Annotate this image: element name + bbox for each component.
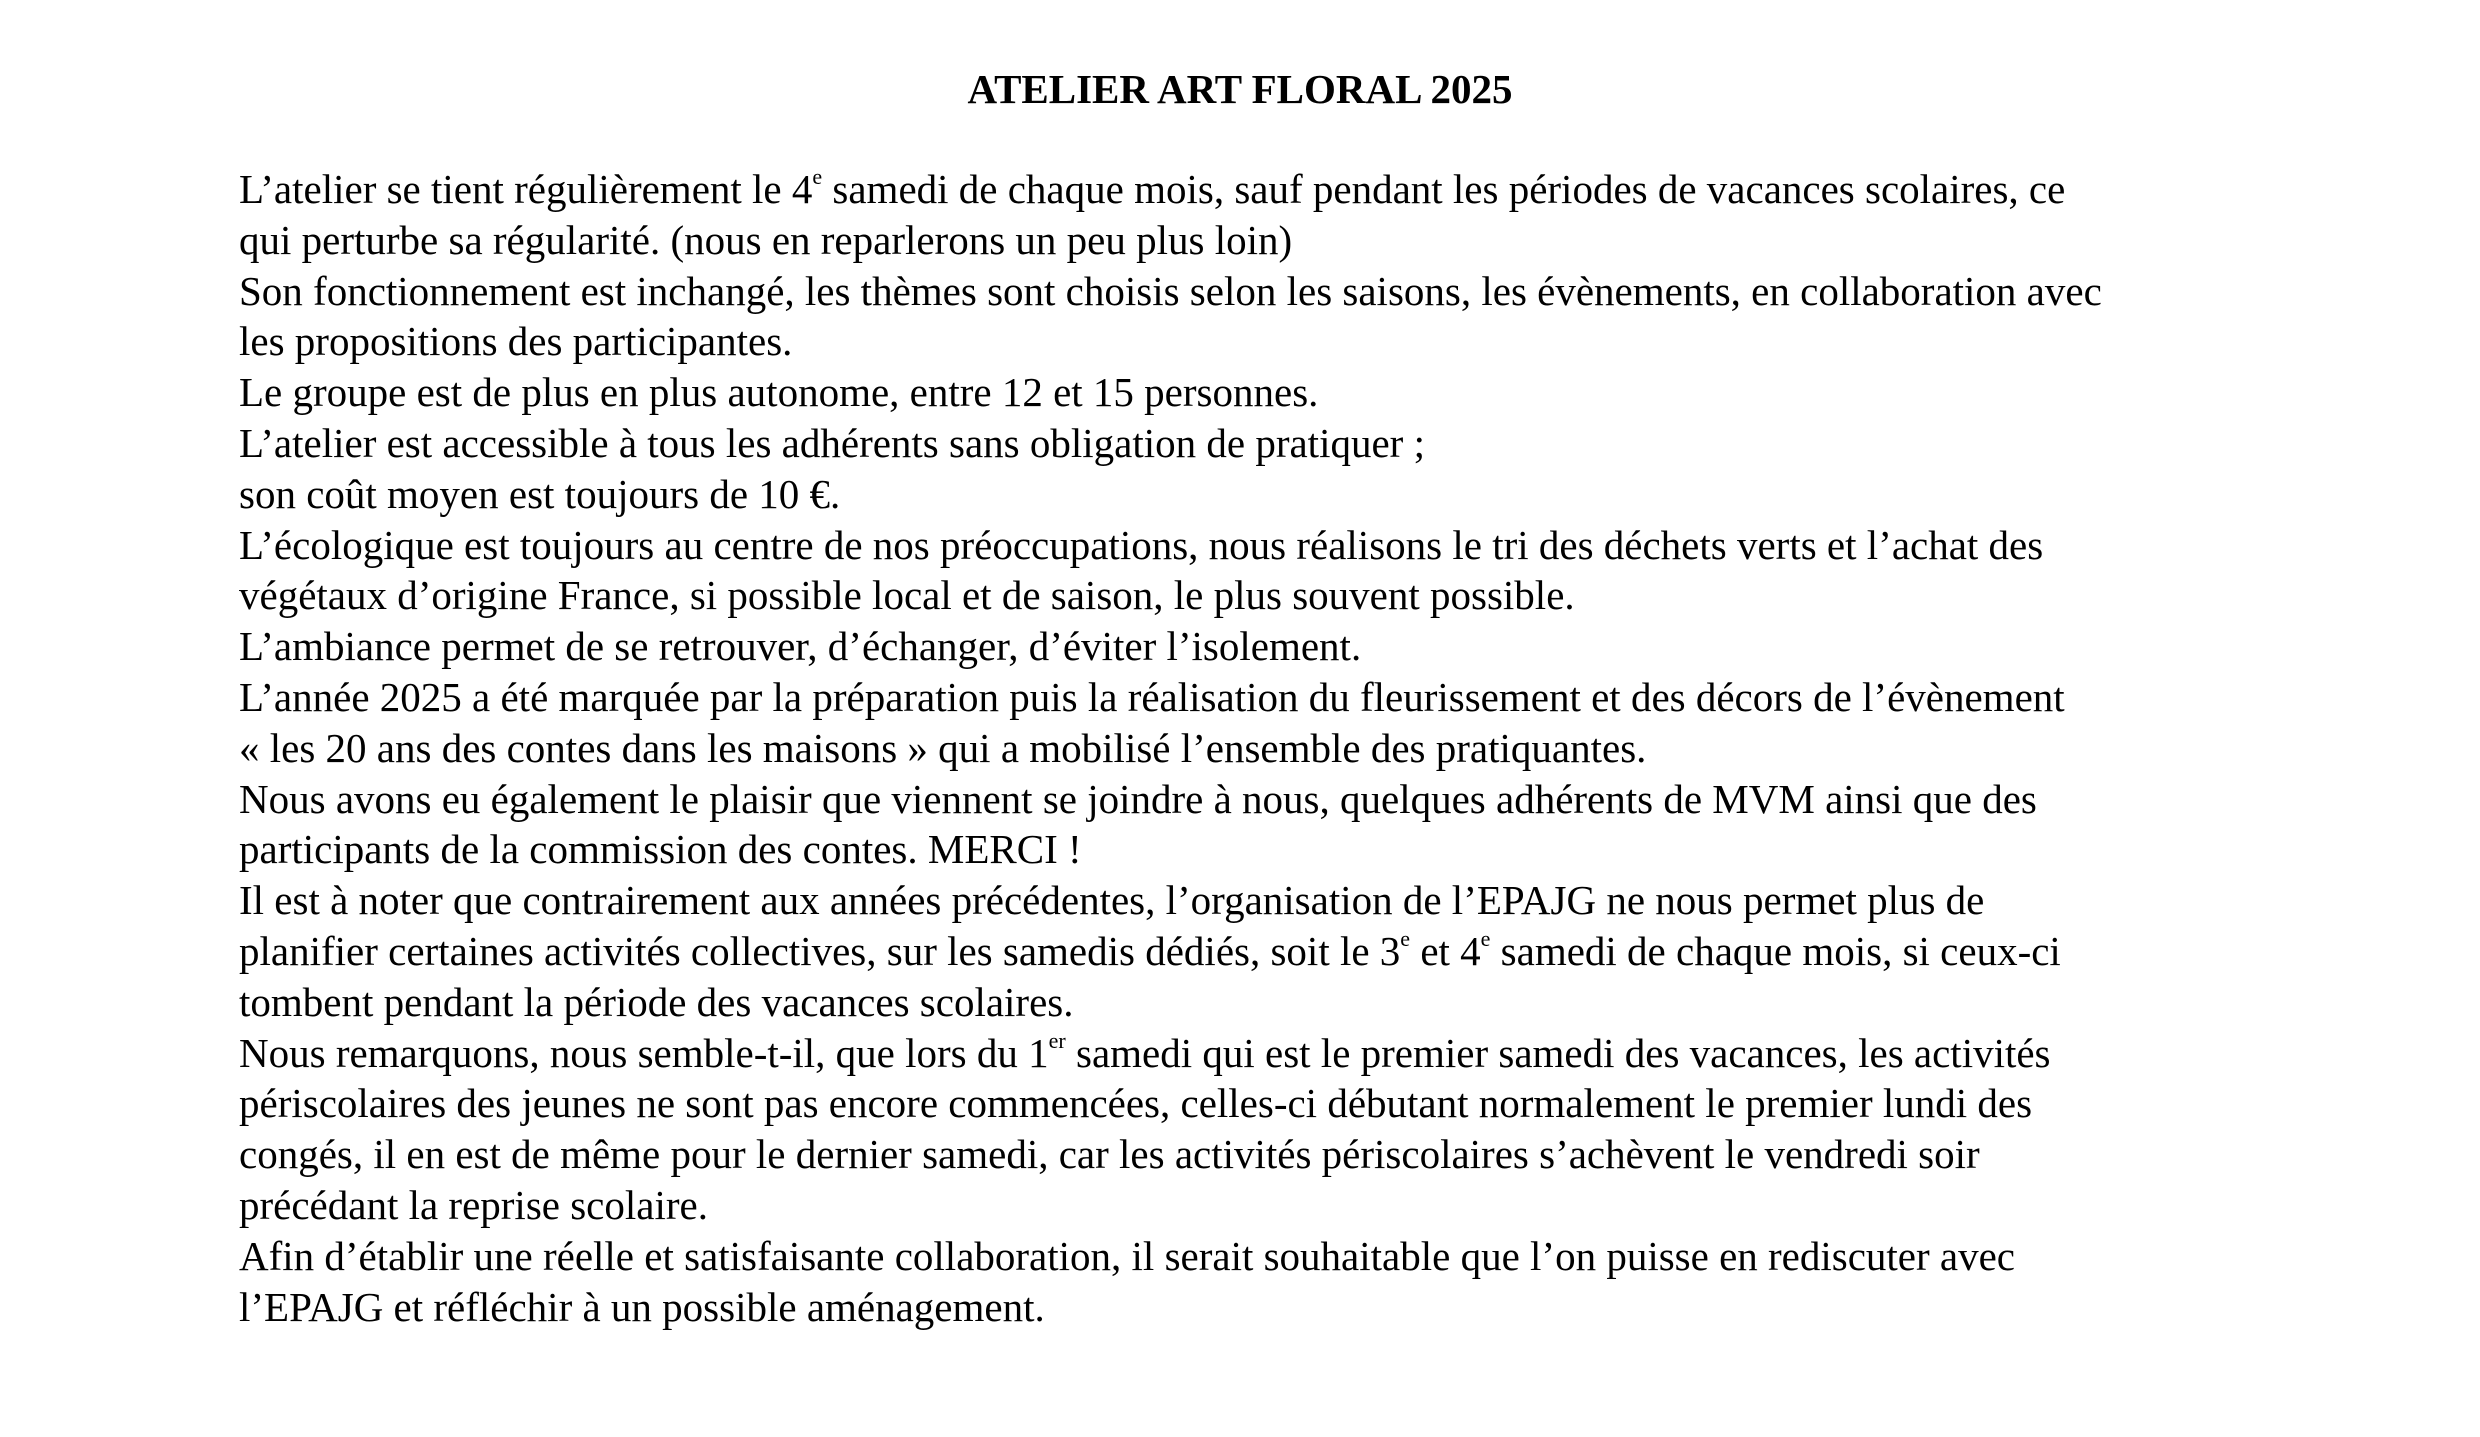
text-line: L’écologique est toujours au centre de nos préoccupations, nous réalisons le tri des déchets verts et l’achat des	[239, 521, 2044, 568]
text-segment: L’atelier se tient régulièrement le 4	[239, 166, 813, 212]
text-line	[239, 926, 2259, 977]
text-line: son coût moyen est toujours de 10 €.	[239, 470, 841, 517]
text-segment: et 4	[1410, 927, 1481, 974]
superscript: e	[812, 164, 823, 190]
text-segment: samedi qui est le premier samedi des vacances, les activités	[1065, 1029, 2051, 1076]
text-segment: samedi de chaque mois, si ceux-ci	[1490, 927, 2061, 974]
superscript: er	[1048, 1027, 1066, 1053]
text-line: L’année 2025 a été marquée par la préparation puis la réalisation du fleurissement et des décors de l’évènement	[239, 673, 2065, 720]
text-line: les propositions des participantes.	[239, 318, 793, 365]
text-line: L’ambiance permet de se retrouver, d’échanger, d’éviter l’isolement.	[239, 623, 1362, 670]
text-line: Son fonctionnement est inchangé, les thèmes sont choisis selon les saisons, les évènements, en collaboration avec	[239, 267, 2102, 314]
text-line: qui perturbe sa régularité. (nous en reparlerons un peu plus loin)	[239, 216, 1293, 263]
text-line	[239, 1028, 2259, 1079]
text-line: tombent pendant la période des vacances scolaires.	[239, 978, 1074, 1025]
text-line: végétaux d’origine France, si possible local et de saison, le plus souvent possible.	[239, 572, 1575, 619]
text-line: Afin d’établir une réelle et satisfaisante collaboration, il serait souhaitable que l’on puisse en rediscuter avec	[239, 1232, 2015, 1279]
document-title: ATELIER ART FLORAL 2025	[967, 66, 1513, 112]
text-line: Nous avons eu également le plaisir que viennent se joindre à nous, quelques adhérents de MVM ainsi que des	[239, 775, 2037, 822]
text-line: précédant la reprise scolaire.	[239, 1181, 708, 1228]
text-segment: planifier certaines activités collectives, sur les samedis dédiés, soit le 3	[239, 927, 1401, 974]
text-segment: Nous remarquons, nous semble-t-il, que lors du 1	[239, 1029, 1049, 1076]
text-line: congés, il en est de même pour le dernier samedi, car les activités périscolaires s’achèvent le vendredi soir	[239, 1131, 1980, 1178]
superscript: e	[1480, 926, 1491, 952]
text-line: participants de la commission des contes. MERCI !	[239, 826, 1082, 873]
document-body	[239, 164, 2259, 1332]
text-line: Le groupe est de plus en plus autonome, entre 12 et 15 personnes.	[239, 369, 1319, 416]
text-line	[239, 164, 2259, 215]
text-line: « les 20 ans des contes dans les maisons » qui a mobilisé l’ensemble des pratiquantes.	[239, 724, 1647, 771]
text-line: L’atelier est accessible à tous les adhérents sans obligation de pratiquer ;	[239, 419, 1425, 466]
text-line: Il est à noter que contrairement aux années précédentes, l’organisation de l’EPAJG ne nous permet plus de	[239, 877, 1985, 924]
superscript: e	[1400, 926, 1411, 952]
text-line: périscolaires des jeunes ne sont pas encore commencées, celles-ci débutant normalement le premier lundi des	[239, 1080, 2033, 1127]
text-segment: samedi de chaque mois, sauf pendant les périodes de vacances scolaires, ce	[822, 166, 2066, 212]
text-line: l’EPAJG et réfléchir à un possible aménagement.	[239, 1283, 1045, 1330]
